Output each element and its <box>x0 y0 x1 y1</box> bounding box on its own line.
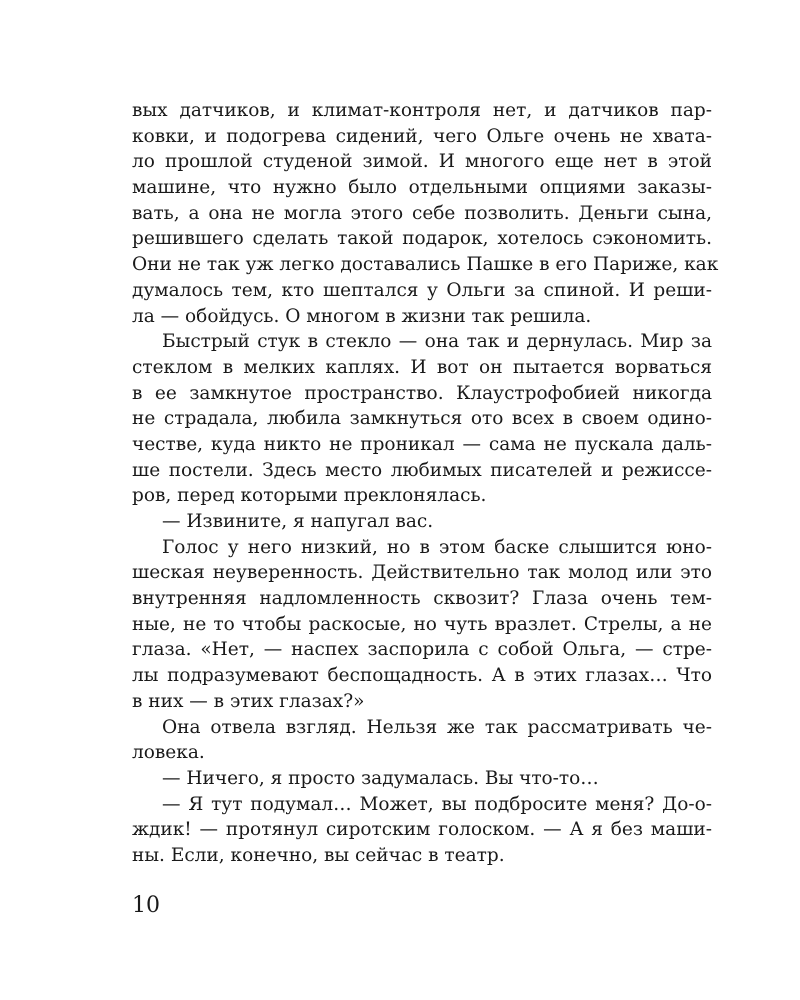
text-line: — Ничего, я просто задумалась. Вы что-то… <box>162 767 599 789</box>
text-line: вых датчиков, и климат-контроля нет, и датчиков пар- <box>132 100 712 121</box>
text-line: — Я тут подумал… Может, вы подбросите меня? До-о- <box>162 793 712 815</box>
text-line: думалось тем, кто шептался у Ольги за спиной. И реши- <box>132 279 712 301</box>
text-line: в них — в этих глазах?» <box>132 690 365 712</box>
text-line: внутренняя надломленность сквозит? Глаза очень тем- <box>132 588 712 610</box>
page-number: 10 <box>132 893 160 918</box>
text-line: честве, куда никто не проникал — сама не пускала даль- <box>132 433 712 455</box>
text-line: глаза. «Нет, — наспех заспорила с собой Ольга, — стре- <box>132 639 712 661</box>
text-line: ждик! — протянул сиротским голоском. — А я без маши- <box>132 819 712 841</box>
text-line: стеклом в мелких каплях. И вот он пытается ворваться <box>132 356 712 378</box>
text-line: не страдала, любила замкнуться ото всех в своем одино- <box>132 408 712 430</box>
text-line: шеская неуверенность. Действительно так молод или это <box>132 562 712 584</box>
text-line: в ее замкнутое пространство. Клаустрофобией никогда <box>132 382 712 404</box>
text-line: — Извините, я напугал вас. <box>162 511 434 532</box>
text-line: Они не так уж легко доставались Пашке в его Париже, как <box>132 254 719 276</box>
body-text <box>132 98 719 869</box>
text-line: лы подразумевают беспощадность. А в этих глазах… Что <box>132 665 712 687</box>
text-line: Быстрый стук в стекло — она так и дернулась. Мир за <box>162 331 712 353</box>
text-line: ловека. <box>132 742 205 764</box>
text-line: ковки, и подогрева сидений, чего Ольге очень не хвата- <box>132 125 712 147</box>
text-line: ны. Если, конечно, вы сейчас в театр. <box>132 844 505 866</box>
text-line: ров, перед которыми преклонялась. <box>132 485 487 507</box>
text-line: ше постели. Здесь место любимых писателей и режиссе- <box>132 459 712 481</box>
text-line: Голос у него низкий, но в этом баске слышится юно- <box>162 536 712 558</box>
text-line: решившего сделать такой подарок, хотелось сэкономить. <box>132 228 712 250</box>
text-line: ло прошлой студеной зимой. И многого еще нет в этой <box>132 151 712 173</box>
text-line: вать, а она не могла этого себе позволить. Деньги сына, <box>132 202 712 224</box>
text-line: ла — обойдусь. О многом в жизни так решила. <box>132 305 592 327</box>
text-line: машине, что нужно было отдельными опциями заказы- <box>132 177 712 199</box>
text-line: Она отвела взгляд. Нельзя же так рассматривать че- <box>162 716 712 738</box>
text-line: ные, не то чтобы раскосые, но чуть вразлет. Стрелы, а не <box>132 613 712 635</box>
